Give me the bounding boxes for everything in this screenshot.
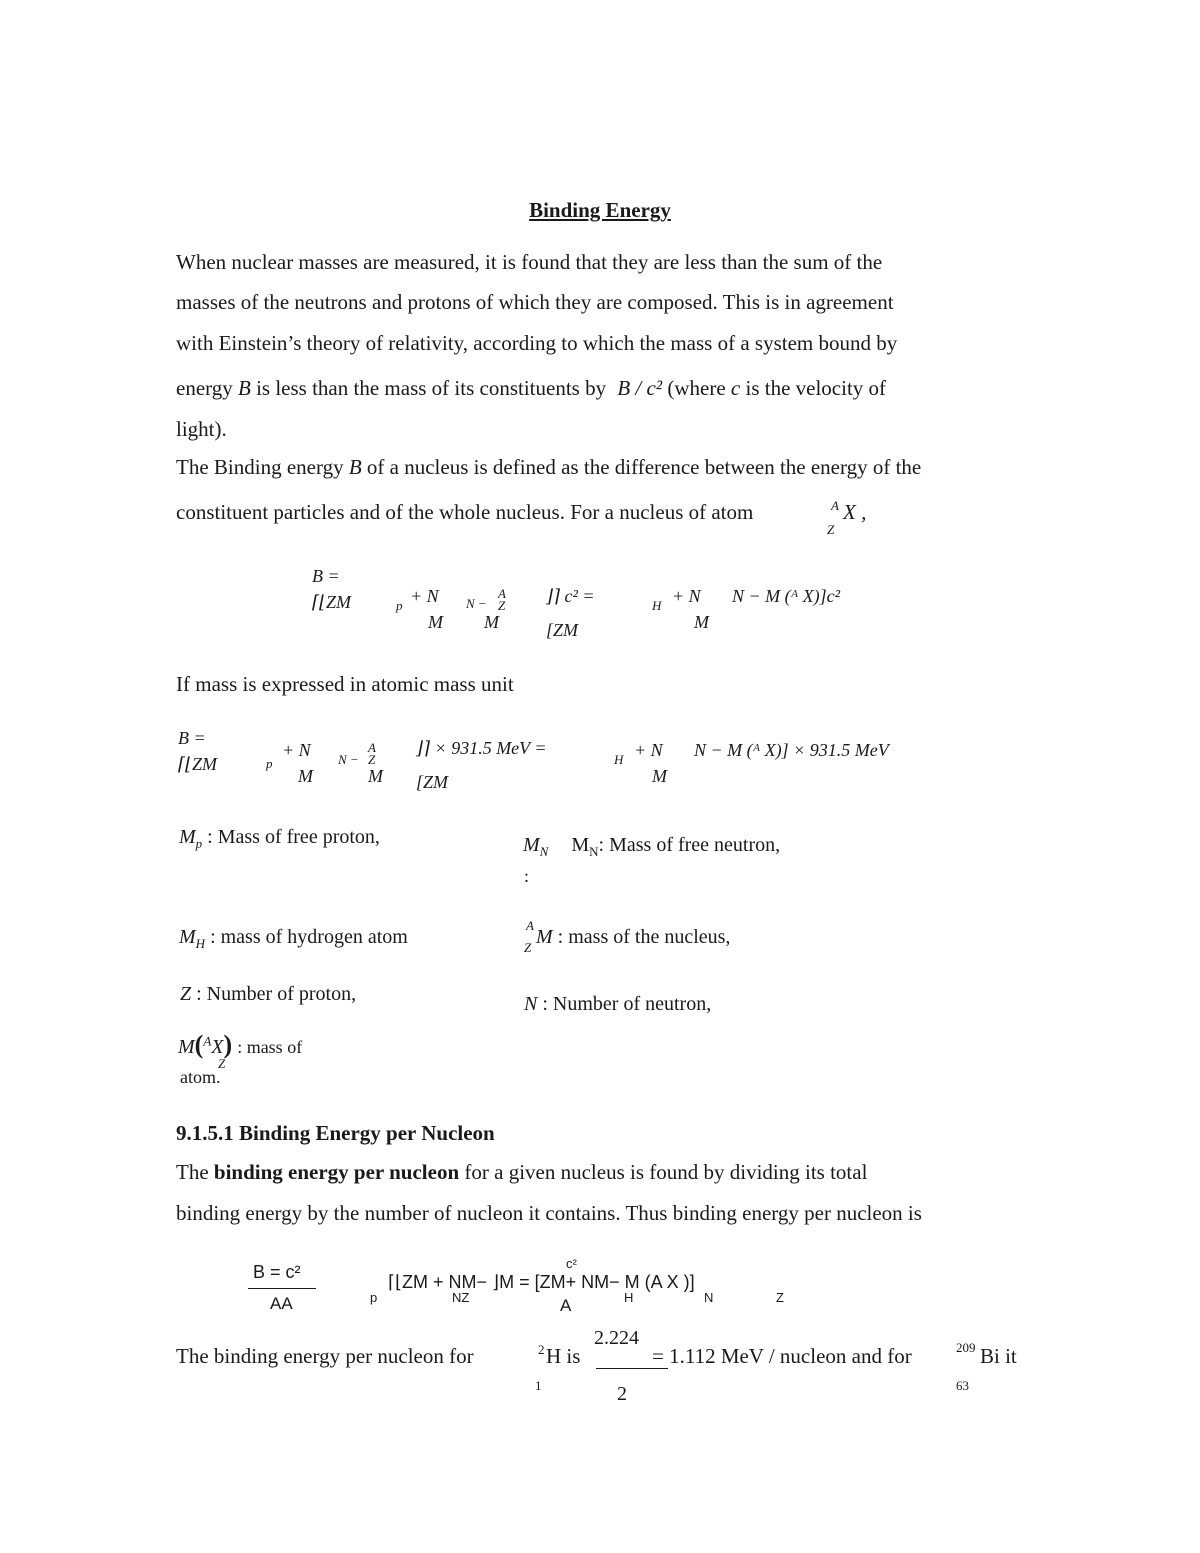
atom-atomic-number: Z: [827, 522, 835, 537]
section-heading: 9.1.5.1 Binding Energy per Nucleon: [176, 1121, 495, 1145]
atom-mass-number: A: [831, 498, 839, 513]
intro-line-5: light).: [176, 417, 227, 441]
def-proton-mass: $M_p$ : Mass of free proton,: [179, 826, 380, 851]
definition-line-2: constituent particles and of the whole nucleus. For a nucleus of atom: [176, 500, 754, 524]
def-nucleus-sub: Z: [524, 940, 532, 955]
def-atom-word: atom.: [180, 1067, 221, 1087]
intro-line-3: with Einstein’s theory of relativity, according to which the mass of a system bound by: [176, 331, 898, 355]
def-neutron-number: N : Number of neutron,: [524, 993, 712, 1015]
amu-text: If mass is expressed in atomic mass unit: [176, 672, 514, 696]
section-para-line-1: The binding energy per nucleon for a given nucleus is found by dividing its total: [176, 1160, 868, 1184]
def-proton-number: Z : Number of proton,: [180, 983, 357, 1005]
def-nucleus-sup: A: [526, 918, 534, 933]
def-nucleus-mass: M : mass of the nucleus,: [536, 926, 731, 948]
def-hydrogen-mass: $M_H$ : mass of hydrogen atom: [179, 926, 408, 951]
intro-line-1: When nuclear masses are measured, it is found that they are less than the sum of the: [176, 250, 883, 274]
def-atom-sub: Z: [218, 1056, 226, 1071]
page-title: Binding Energy: [529, 198, 671, 222]
section-para-line-2: binding energy by the number of nucleon it contains. Thus binding energy per nucleon is: [176, 1201, 922, 1225]
atom-symbol: X ,: [843, 500, 867, 524]
intro-line-2: masses of the neutrons and protons of which they are composed. This is in agreement: [176, 290, 894, 314]
def-atom-mass: M($^A$X) : mass of: [178, 1030, 303, 1059]
definition-line-1: The Binding energy B of a nucleus is defined as the difference between the energy of the: [176, 455, 922, 479]
def-neutron-mass: $M_N$ $M_N$: Mass of free neutron,: [523, 834, 781, 859]
intro-line-4: energy B is less than the mass of its constituents by B / c² (where c is the velocity of: [176, 376, 887, 400]
def-neutron-colon: :: [524, 866, 530, 886]
